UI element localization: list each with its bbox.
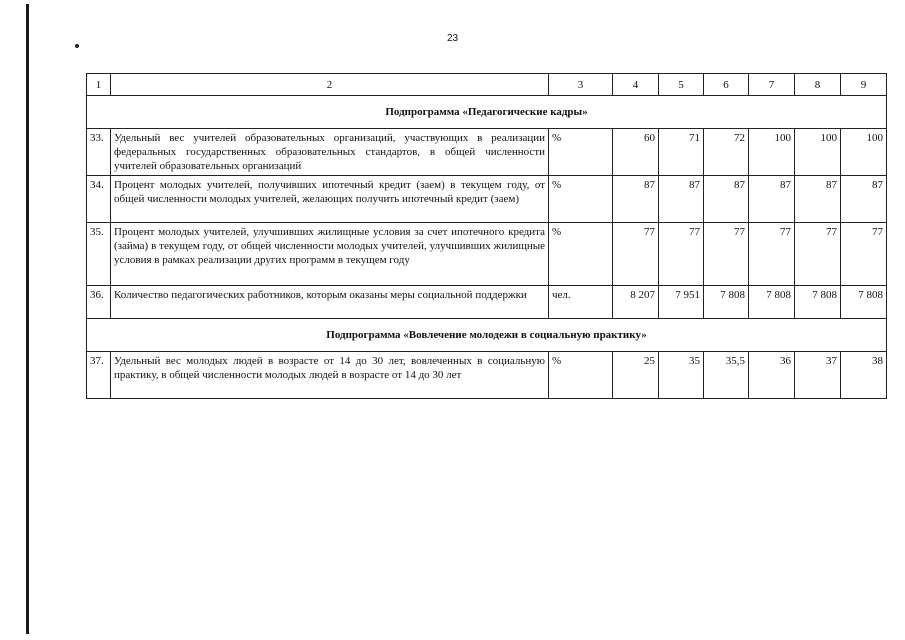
row-value: 100 [749,129,795,176]
table-row [87,286,887,319]
row-value: 87 [704,176,749,223]
row-value: 60 [613,129,659,176]
section-title: Подпрограмма «Педагогические кадры» [87,96,887,129]
section-row [87,319,887,352]
page-number: 23 [446,33,459,44]
row-description: Удельный вес учителей образовательных организаций, участвующих в реализации федеральных государственных образовательных стандартов, в общей численности учителей образовательных организаций [111,129,549,176]
row-value: 100 [795,129,841,176]
header-cell: 7 [749,74,795,96]
indicators-table [86,73,887,399]
header-row [87,74,887,96]
row-number: 37. [87,352,111,399]
row-value: 35 [659,352,704,399]
row-unit: % [549,223,613,286]
row-value: 87 [659,176,704,223]
row-value: 87 [841,176,887,223]
row-number: 34. [87,176,111,223]
row-unit: % [549,352,613,399]
row-value: 7 808 [841,286,887,319]
row-value: 72 [704,129,749,176]
row-value: 36 [749,352,795,399]
section-title: Подпрограмма «Вовлечение молодежи в социальную практику» [87,319,887,352]
row-value: 25 [613,352,659,399]
header-cell: 9 [841,74,887,96]
row-value: 7 951 [659,286,704,319]
table-row [87,352,887,399]
header-cell: 2 [111,74,549,96]
row-number: 35. [87,223,111,286]
table-row [87,129,887,176]
header-cell: 8 [795,74,841,96]
row-value: 77 [795,223,841,286]
row-unit: чел. [549,286,613,319]
table-row [87,223,887,286]
row-value: 87 [613,176,659,223]
row-value: 100 [841,129,887,176]
row-value: 7 808 [795,286,841,319]
row-value: 77 [659,223,704,286]
bullet-dot [75,44,79,48]
row-value: 37 [795,352,841,399]
header-cell: 6 [704,74,749,96]
row-unit: % [549,176,613,223]
header-cell: 5 [659,74,704,96]
row-number: 33. [87,129,111,176]
row-value: 7 808 [704,286,749,319]
row-value: 71 [659,129,704,176]
header-cell: 4 [613,74,659,96]
section-row [87,96,887,129]
header-cell: 3 [549,74,613,96]
row-unit: % [549,129,613,176]
scan-edge-line [26,4,29,634]
row-description: Процент молодых учителей, улучшивших жилищные условия за счет ипотечного кредита (займа) в текущем году, от общей численности молодых учителей, улучшивших жилищные условия в рамках реализации других программ в текущем году [111,223,549,286]
row-value: 87 [749,176,795,223]
row-value: 77 [749,223,795,286]
row-value: 35,5 [704,352,749,399]
row-description: Количество педагогических работников, которым оказаны меры социальной поддержки [111,286,549,319]
row-value: 7 808 [749,286,795,319]
table-row [87,176,887,223]
row-description: Процент молодых учителей, получивших ипотечный кредит (заем) в текущем году, от общей численности молодых учителей, желающих получить ипотечный кредит (заем) [111,176,549,223]
row-value: 77 [841,223,887,286]
row-value: 38 [841,352,887,399]
row-value: 87 [795,176,841,223]
row-value: 77 [613,223,659,286]
row-value: 8 207 [613,286,659,319]
row-description: Удельный вес молодых людей в возрасте от 14 до 30 лет, вовлеченных в социальную практику, в общей численности молодых людей в возрасте от 14 до 30 лет [111,352,549,399]
row-number: 36. [87,286,111,319]
header-cell: 1 [87,74,111,96]
row-value: 77 [704,223,749,286]
